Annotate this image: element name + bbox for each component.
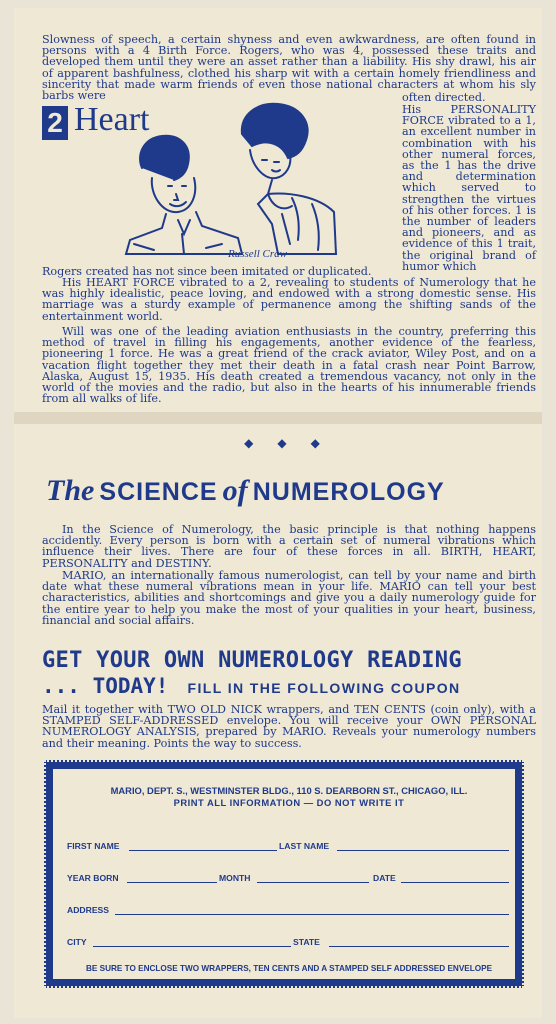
city-label: CITY [67, 937, 87, 947]
year-born-label: YEAR BORN [67, 873, 119, 883]
science-of-numerology-heading [46, 474, 536, 508]
coupon-address-row [67, 903, 511, 917]
year-born-field[interactable] [127, 882, 217, 883]
mario-paragraph: MARIO, an internationally famous numerologist, can tell by your name and birth date what these numeral vibrations mean in your life. MARIO can tell your best characteristics, abilities and shortcomings and give you a daily numerology guide for the entire year to help you make the most of your qualities in your heart, business, financial and social affairs. [42, 569, 536, 627]
coupon-instruction: PRINT ALL INFORMATION — DO NOT WRITE IT [173, 797, 405, 808]
address-field[interactable] [115, 914, 509, 915]
last-name-field[interactable] [337, 850, 509, 851]
today-headline [42, 674, 536, 698]
today-text: ... TODAY! [42, 674, 169, 698]
first-name-label: FIRST NAME [67, 841, 120, 851]
leaflet-page [14, 8, 542, 1018]
science-paragraph: In the Science of Numerology, the basic principle is that nothing happens accidently. Every person is born with a certain set of numeral vibrations which influence their lives. There are four of these forces in all. BIRTH, HEART, PERSONALITY and DESTINY. [42, 523, 536, 570]
coupon-name-row [67, 839, 511, 853]
heart-force-paragraph: His HEART FORCE vibrated to a 2, revealing to students of Numerology that he was highly idealistic, peace loving, and endowed with a strong domestic sense. His marriage was a sturdy example of permanence among the shifting sands of the entertainment world. [42, 276, 536, 323]
state-field[interactable] [329, 946, 509, 947]
divider-diamonds: ◆◆◆ [244, 436, 344, 450]
heading-the: The [46, 474, 95, 507]
rogers-created-line: Rogers created has not since been imitated or duplicated. [42, 265, 372, 278]
personality-force-text: His PERSONALITY FORCE vibrated to a 1, an excellent number in combination with his other numeral forces, as the 1 has the drive and determination which served to strengthen the virtues of his other forces. 1 is the number of leaders and pioneers, and as evidence of this 1 trait, the original brand of humor which [402, 103, 536, 273]
rogers-illustration [122, 94, 358, 264]
often-directed-text: often directed. [402, 91, 486, 104]
heading-of: of [222, 474, 248, 507]
last-name-label: LAST NAME [279, 841, 330, 851]
intro-paragraph: Slowness of speech, a certain shyness and even awkwardness, are often found in persons with a 4 Birth Force. Rogers, who was 4, possessed these traits and developed them until they were an asset rather than a liability. His shy drawl, his air of apparent bashfulness, clothed his sharp wit with a certain homely friendliness and sincerity that made warm friends of even those national characters at whom his sly barbs were [42, 33, 536, 103]
first-name-field[interactable] [129, 850, 277, 851]
heading-numerology: NUMEROLOGY [252, 478, 445, 506]
month-field[interactable] [257, 882, 369, 883]
coupon-mailing-address: MARIO, DEPT. S., WESTMINSTER BLDG., 110 S. DEARBORN ST., CHICAGO, ILL. [110, 785, 468, 796]
heading-science: SCIENCE [99, 478, 218, 506]
coupon-birth-row [67, 871, 511, 885]
state-label: STATE [293, 937, 320, 947]
city-field[interactable] [93, 946, 291, 947]
date-field[interactable] [401, 882, 509, 883]
address-label: ADDRESS [67, 905, 110, 915]
fold-crease [14, 412, 542, 424]
fill-in-coupon-text: FILL IN THE FOLLOWING COUPON [187, 680, 461, 696]
illustration-signature: Russell Craw [228, 248, 287, 260]
aviation-paragraph: Will was one of the leading aviation enthusiasts in the country, preferring this method of travel in filling his engagements, another evidence of the fearless, pioneering 1 force. He was a great friend of the crack aviator, Wiley Post, and on a vacation flight together they met their death in a fatal crash near Point Barrow, Alaska, August 15, 1935. His death created a tremendous vacancy, not only in the world of the movies and the radio, but also in the hearts of his innumerable friends from all walks of life. [42, 325, 536, 406]
month-label: MONTH [219, 873, 251, 883]
date-label: DATE [373, 873, 396, 883]
order-coupon[interactable] [44, 760, 524, 988]
coupon-city-row [67, 935, 511, 949]
get-reading-headline: GET YOUR OWN NUMEROLOGY READING [42, 648, 462, 673]
mail-paragraph: Mail it together with TWO OLD NICK wrappers, and TEN CENTS (coin only), with a STAMPED SELF-ADDRESSED envelope. You will receive your OWN PERSONAL NUMEROLOGY ANALYSIS, prepared by MARIO. Reveals your numerology numbers and their meaning. Points the way to success. [42, 703, 536, 750]
heart-heading: Heart [74, 101, 150, 138]
coupon-footer-note: BE SURE TO ENCLOSE TWO WRAPPERS, TEN CENTS AND A STAMPED SELF ADDRESSED ENVELOPE [85, 964, 493, 973]
heart-number-badge: 2 [42, 106, 68, 140]
